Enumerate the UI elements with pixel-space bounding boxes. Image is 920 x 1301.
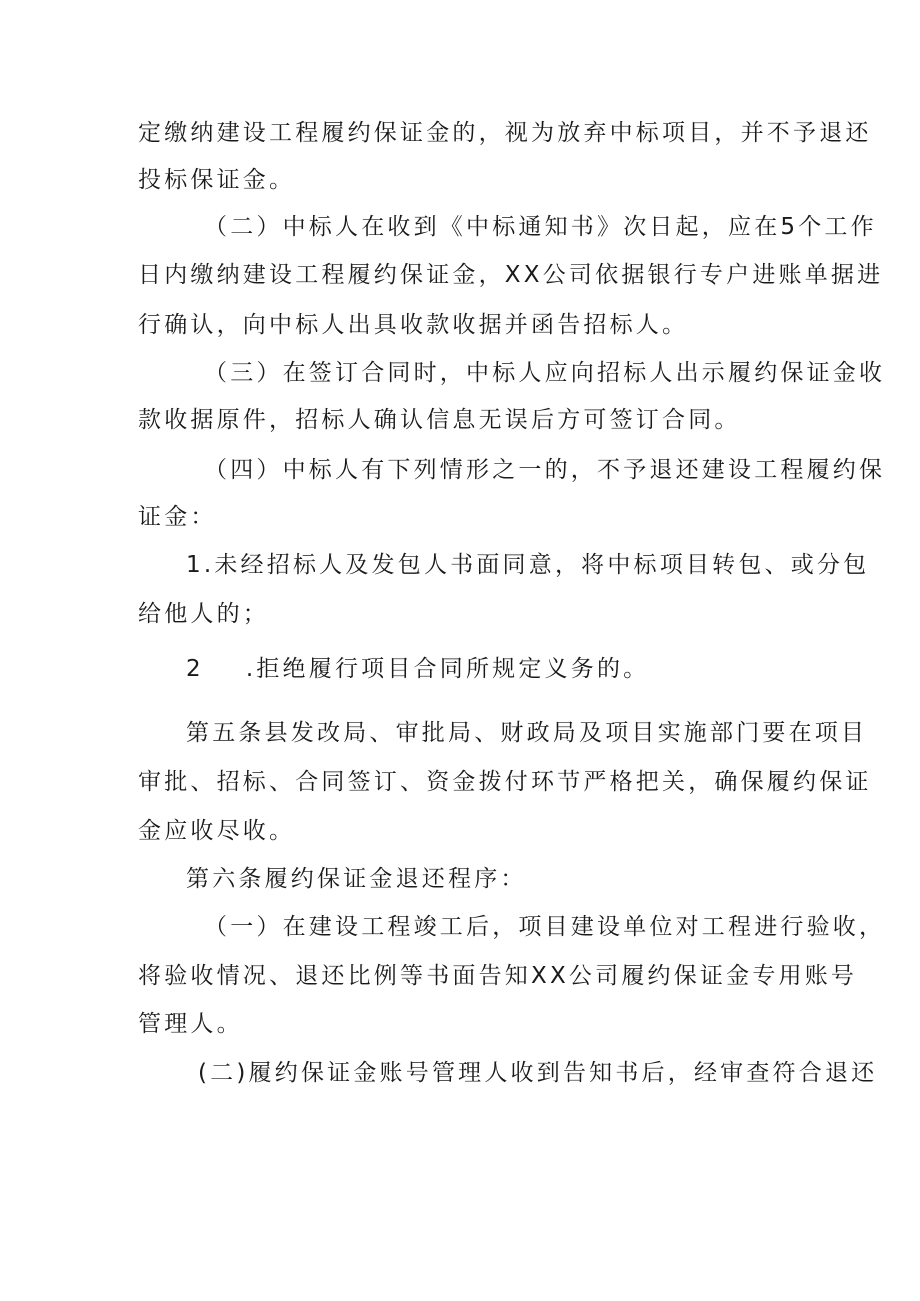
- text-line-2: 投标保证金。: [138, 167, 296, 193]
- text-line-6: （三）在签订合同时，中标人应向招标人出示履约保证金收: [204, 360, 886, 386]
- text-line-17: （一）在建设工程竣工后，项目建设单位对工程进行验收，: [204, 914, 886, 940]
- text-line-12: [186, 653, 649, 685]
- text-line-20: (二)履约保证金账号管理人收到告知书后，经审查符合退还: [198, 1060, 878, 1086]
- text-line-19: 管理人。: [138, 1011, 243, 1037]
- text-line-1: 定缴纳建设工程履约保证金的，视为放弃中标项目，并不予退还: [138, 120, 872, 146]
- list-text: .拒绝履行项目合同所规定义务的。: [245, 656, 650, 682]
- text-line-14: 审批、招标、合同签订、资金拨付环节严格把关，确保履约保证: [138, 769, 872, 795]
- text-line-16: 第六条履约保证金退还程序：: [186, 866, 527, 892]
- text-line-15: 金应收尽收。: [138, 818, 296, 844]
- text-line-7: 款收据原件，招标人确认信息无误后方可签订合同。: [138, 407, 741, 433]
- list-number: 2: [186, 656, 204, 682]
- text-line-18: 将验收情况、退还比例等书面告知XX公司履约保证金专用账号: [138, 963, 858, 989]
- text-line-11: 给他人的；: [138, 601, 269, 627]
- text-line-10: 1.未经招标人及发包人书面同意，将中标项目转包、或分包: [186, 552, 870, 578]
- text-line-3: （二）中标人在收到《中标通知书》次日起，应在5个工作: [204, 214, 877, 240]
- text-line-13: 第五条县发改局、审批局、财政局及项目实施部门要在项目: [186, 720, 868, 746]
- text-line-8: （四）中标人有下列情形之一的，不予退还建设工程履约保: [204, 457, 886, 483]
- text-line-4: 日内缴纳建设工程履约保证金，XX公司依据银行专户进账单据进: [138, 262, 884, 288]
- text-line-5: 行确认，向中标人出具收款收据并函告招标人。: [138, 312, 689, 338]
- text-line-9: 证金：: [138, 504, 217, 530]
